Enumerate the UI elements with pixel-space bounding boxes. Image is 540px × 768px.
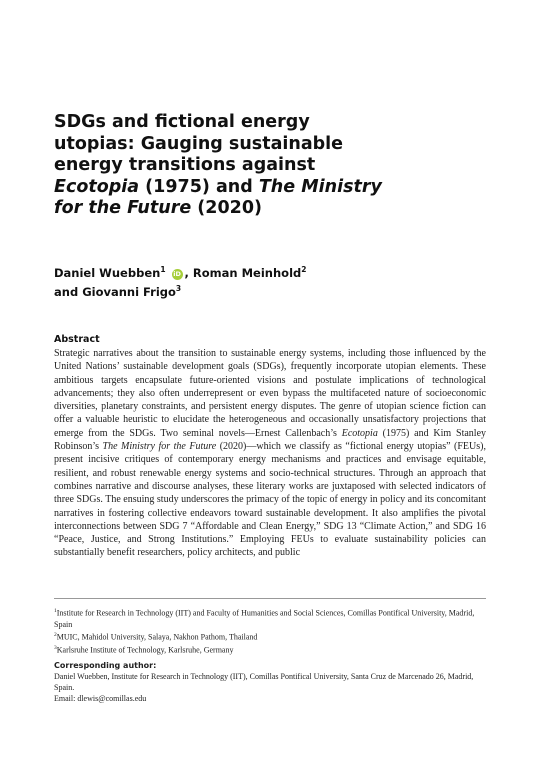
affiliation-marker: 1	[160, 265, 166, 274]
abstract-text-part: (2020)—which we classify as “fictional energy utopias” (FEUs), present incisive critiques of contemporary energy mechanisms and practices and envisage equitable, resilient, and robust renewable energy systems and socio-technical structures. Through an approach that combines narrative and discourse analyses, these literary works are juxtaposed with selected indicators of three SDGs. The ensuing study underscores the primacy of the topic of energy in policy and its concomitant narratives in fostering collective endeavors toward sustainable development. It also amplifies the pivotal interconnections between SDG 7 “Affordable and Clean Energy,” SDG 13 “Climate Action,” and SDG 16 “Peace, Justice, and Strong Institutions.” Employing FEUs to evaluate sustainability policies can substantially benefit researchers, policy architects, and public	[54, 441, 486, 559]
abstract-text	[54, 347, 486, 560]
affiliation-text: Karlsruhe Institute of Technology, Karlsruhe, Germany	[56, 645, 234, 655]
affiliation-text: MUIC, Mahidol University, Salaya, Nakhon Pathom, Thailand	[56, 632, 258, 642]
author-name[interactable]: Daniel Wuebben	[54, 265, 161, 280]
affiliation-marker: 2	[301, 265, 307, 274]
affiliation-marker: 1	[54, 608, 57, 614]
affiliation-text: Institute for Research in Technology (IIT) and Faculty of Humanities and Social Sciences, Comillas Pontifical University, Madrid, Spain	[54, 608, 475, 629]
affiliation-marker: 3	[54, 644, 57, 651]
footnote-divider	[54, 598, 486, 599]
title-book-ministry: for the Future	[54, 198, 192, 218]
article-title	[54, 112, 384, 220]
title-line: (1975) and	[139, 176, 259, 197]
author-list	[54, 262, 474, 300]
title-book-ministry: The Ministry	[258, 176, 382, 197]
affiliation-note	[54, 643, 486, 656]
affiliation-note	[54, 630, 486, 643]
author-separator: ,	[184, 265, 193, 280]
abstract-text-part: Strategic narratives about the transition to sustainable energy systems, including those influenced by the United Nations’ sustainable development goals (SDGs), frequently incorporate utopian elements. These ambitious targets encapsulate future-oriented visions and postulate implications of technological advancements; they also often underrepresent or even bypass the multifaceted nature of socioeconomic diversities, planetary constraints, and persistent energy disputes. The genre of utopian science fiction can offer a valuable heuristic to elucidate the heterogeneous and occasionally unsatisfactory projections that emerge from the SDGs. Two seminal novels—Ernest Callenbach’s	[54, 348, 486, 439]
abstract-text-part: (1975) and Kim Stanley Robinson’s	[54, 427, 487, 453]
affiliation-marker: 2	[54, 632, 57, 639]
abstract-book-title: Ecotopia	[341, 427, 378, 439]
affiliation-note	[54, 606, 486, 630]
corresponding-author-email[interactable]: Email: dlewis@comillas.edu	[54, 694, 147, 704]
title-book-ecotopia: Ecotopia	[54, 176, 140, 197]
corresponding-author-heading: Corresponding author:	[54, 660, 157, 670]
title-line: SDGs and fictional energy	[54, 112, 310, 132]
title-line: energy transitions against	[54, 155, 316, 175]
author-separator: and	[54, 284, 83, 299]
title-line: utopias: Gauging sustainable	[54, 133, 344, 154]
footnotes	[54, 606, 486, 705]
orcid-icon[interactable]: iD	[173, 269, 181, 278]
affiliation-marker: 3	[175, 283, 182, 293]
title-line: (2020)	[191, 198, 263, 218]
abstract-book-title: The Ministry for the Future	[102, 441, 217, 453]
author-name[interactable]: Giovanni Frigo	[82, 284, 176, 299]
author-name[interactable]: Roman Meinhold	[192, 265, 302, 280]
corresponding-author-address: Daniel Wuebben, Institute for Research in Technology (IIT), Comillas Pontifical University, Santa Cruz de Marcenado 26, Madrid, Spain.	[54, 671, 474, 693]
abstract-heading: Abstract	[54, 334, 100, 345]
